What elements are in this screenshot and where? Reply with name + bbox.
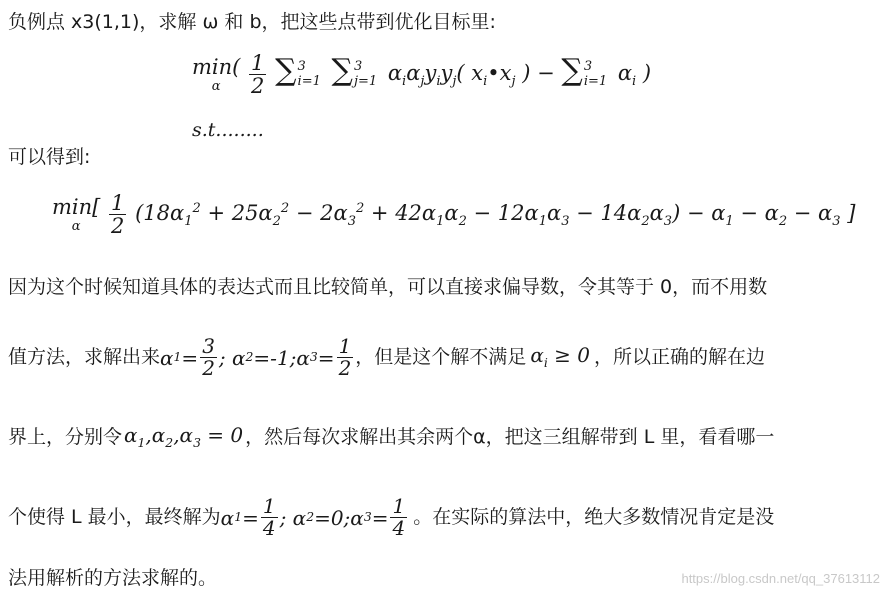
objective-equation: min( α $\frac{1}{2}$ ∑ 3 i=1 ∑ 3 j=1 $\alpha_i\alpha_jy_iy_j$( $x_i•x_j$ ) − ∑ 3 i=1 $\alpha_i$ ) [192, 51, 652, 99]
intro-text: 负例点 x3(1,1)，求解 ω 和 b，把这些点带到优化目标里: [8, 11, 496, 33]
constraint-math: $\alpha_i \ge 0$ [530, 343, 590, 371]
paragraph-line-2 [8, 336, 765, 379]
constraint-text: s.t........ [192, 119, 264, 141]
paragraph-line-4-suffix: 。在实际的算法中，绝大多数情况肯定是没 [413, 506, 775, 528]
partial-solution-math: α 1 = $\frac{3}{2}$ ; α 2 =-1;α 3 = $\frac{1}{2}$ [160, 334, 352, 380]
paragraph-line-5: 法用解析的方法求解的。 [8, 567, 218, 589]
final-solution-math: α 1 = $\frac{1}{4}$ ; α 2 =0;α 3 = $\frac{1}{4}$ [220, 494, 406, 540]
paragraph-line-3-prefix: 界上，分别令 [8, 425, 123, 448]
paragraph-line-3-suffix: ，然后每次求解出其余两个α，把这三组解带到 L 里，看看哪一 [245, 425, 775, 448]
expanded-equation: min[ α $\frac{1}{2}$ $(18\alpha_1^2 + 25\alpha_2^2 - 2\alpha_3^2 + 42\alpha_1\alpha_2 - 12\alpha_1\alpha_3 - 14\alpha_2\alpha_3) - \alpha_1 - \alpha_2 - \alpha_3$ ] [52, 191, 856, 239]
watermark: https://blog.csdn.net/qq_37613112 [681, 571, 880, 586]
paragraph-line-1: 因为这个时候知道具体的表达式而且比较简单，可以直接求偏导数，令其等于 0，而不用数 [8, 276, 768, 298]
paragraph-line-3 [8, 425, 774, 449]
paragraph-line-4-prefix: 个使得 L 最小，最终解为 [8, 506, 221, 528]
result-intro-text: 可以得到: [8, 146, 91, 168]
paragraph-line-2-mid: ，但是这个解不满足 [355, 346, 527, 368]
paragraph-line-2-prefix: 值方法，求解出来 [8, 346, 161, 368]
boundary-math: $\alpha_1,\alpha_2,\alpha_3 = 0$ [124, 423, 244, 450]
paragraph-line-4 [8, 496, 774, 539]
paragraph-line-2-suffix: ，所以正确的解在边 [594, 346, 766, 368]
